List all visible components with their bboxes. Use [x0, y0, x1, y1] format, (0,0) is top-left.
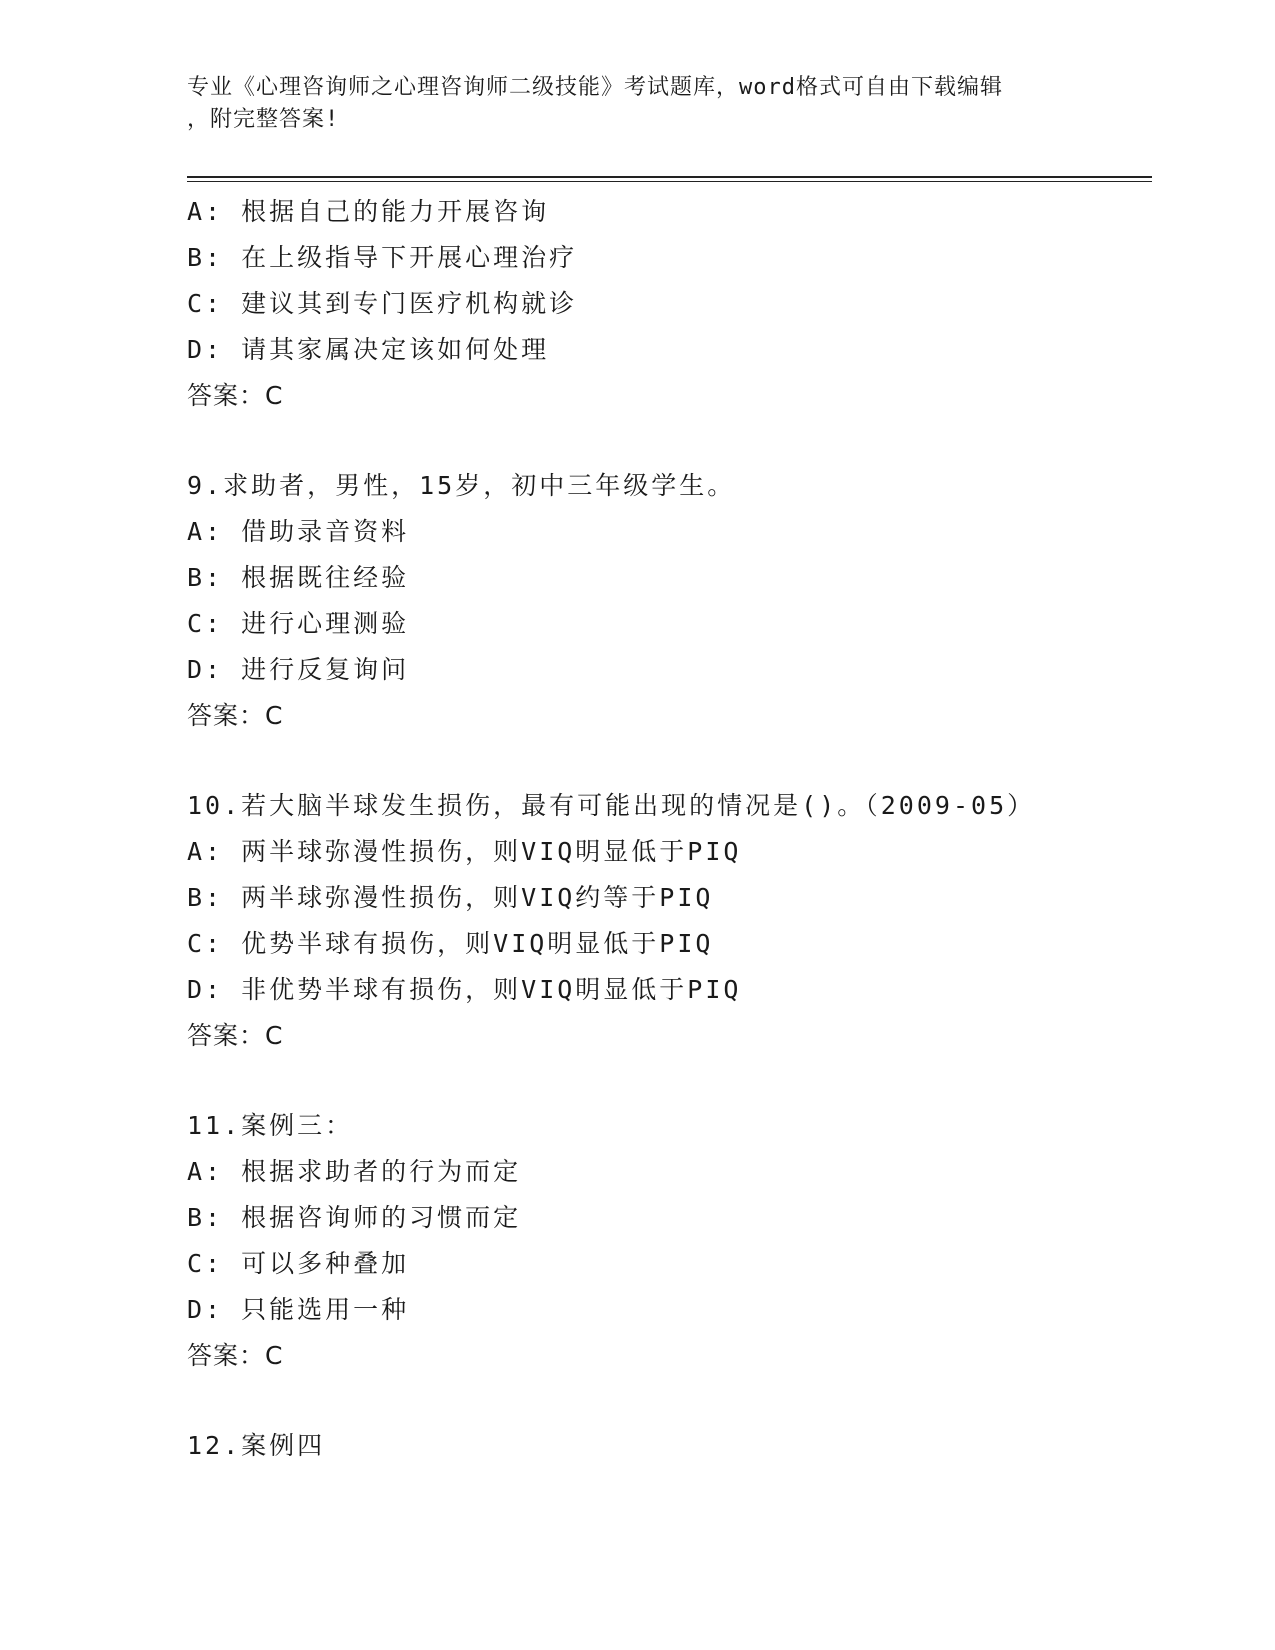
header-rule	[187, 176, 1152, 178]
option-a: A: 根据求助者的行为而定	[187, 1157, 522, 1186]
option-d: D: 请其家属决定该如何处理	[187, 335, 550, 364]
option-b: B: 根据既往经验	[187, 563, 410, 592]
answer-line: 答案：C	[187, 381, 284, 410]
question-block	[187, 463, 1147, 739]
question-block	[187, 783, 1147, 1059]
option-a: A: 借助录音资料	[187, 517, 410, 546]
block-spacer	[187, 739, 1147, 783]
option-c: C: 优势半球有损伤，则VIQ明显低于PIQ	[187, 929, 714, 958]
header-rule-thin	[187, 181, 1152, 182]
block-spacer	[187, 1379, 1147, 1423]
header-line-2: ，附完整答案!	[187, 107, 340, 132]
answer-line: 答案：C	[187, 1341, 284, 1370]
document-header	[187, 72, 1067, 136]
answer-line: 答案：C	[187, 1021, 284, 1050]
question-text: 12.案例四	[187, 1431, 326, 1460]
option-a: A: 根据自己的能力开展咨询	[187, 197, 550, 226]
question-text: 10.若大脑半球发生损伤，最有可能出现的情况是()。（2009-05）	[187, 791, 1036, 820]
option-d: D: 非优势半球有损伤，则VIQ明显低于PIQ	[187, 975, 742, 1004]
option-c: C: 可以多种叠加	[187, 1249, 410, 1278]
question-text: 9.求助者，男性，15岁，初中三年级学生。	[187, 471, 736, 500]
option-c: C: 建议其到专门医疗机构就诊	[187, 289, 578, 318]
option-d: D: 只能选用一种	[187, 1295, 410, 1324]
option-b: B: 根据咨询师的习惯而定	[187, 1203, 522, 1232]
question-list	[187, 189, 1147, 1469]
header-line-1: 专业《心理咨询师之心理咨询师二级技能》考试题库，word格式可自由下载编辑	[187, 75, 1003, 100]
option-a: A: 两半球弥漫性损伤，则VIQ明显低于PIQ	[187, 837, 742, 866]
question-block	[187, 189, 1147, 419]
option-d: D: 进行反复询问	[187, 655, 410, 684]
question-block	[187, 1423, 1147, 1469]
block-spacer	[187, 1059, 1147, 1103]
question-block	[187, 1103, 1147, 1379]
block-spacer	[187, 419, 1147, 463]
question-text: 11.案例三：	[187, 1111, 354, 1140]
option-b: B: 在上级指导下开展心理治疗	[187, 243, 578, 272]
option-c: C: 进行心理测验	[187, 609, 410, 638]
answer-line: 答案：C	[187, 701, 284, 730]
option-b: B: 两半球弥漫性损伤，则VIQ约等于PIQ	[187, 883, 714, 912]
